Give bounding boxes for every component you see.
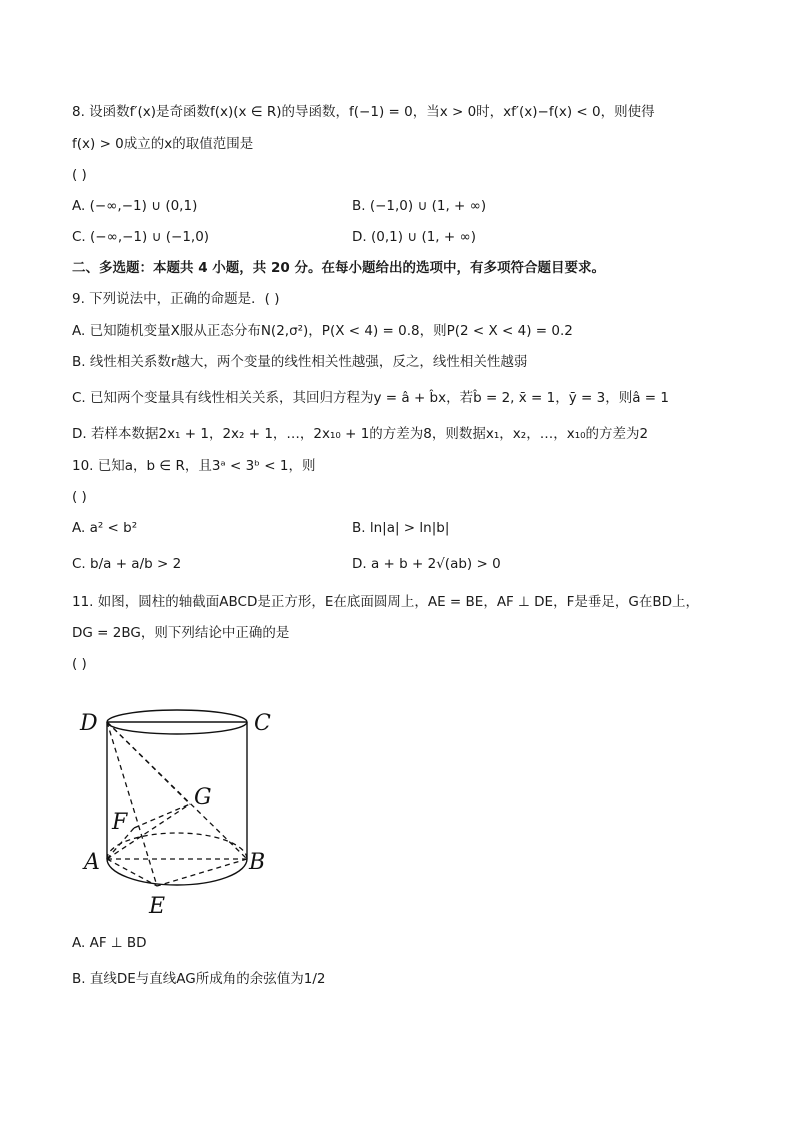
- q10-stem: 10. 已知a，b ∈ R，且3ᵃ < 3ᵇ < 1，则: [72, 458, 316, 474]
- label-E: E: [149, 894, 166, 919]
- label-B: B: [249, 850, 266, 875]
- label-F: F: [112, 810, 128, 835]
- q10-option-b: B. ln|a| > ln|b|: [352, 520, 450, 536]
- section-heading-multiple-choice: 二、多选题：本题共 4 小题，共 20 分。在每小题给出的选项中，有多项符合题目要求。: [72, 260, 605, 276]
- q8-stem-line2: f(x) > 0成立的x的取值范围是: [72, 136, 254, 152]
- q8-stem-line1: 8. 设函数f′(x)是奇函数f(x)(x ∈ R)的导函数，f(−1) = 0，当x > 0时，xf′(x)−f(x) < 0，则使得: [72, 104, 655, 120]
- q9-stem: 9. 下列说法中，正确的命题是．( ): [72, 291, 280, 307]
- q9-option-c: C. 已知两个变量具有线性相关关系，其回归方程为y = â + b̂x，若b̂ = 2, x̄ = 1，ȳ = 3，则â = 1: [72, 390, 669, 406]
- q11-answer-paren: ( ): [72, 656, 87, 672]
- q10-option-a: A. a² < b²: [72, 520, 138, 536]
- segment-BE: [157, 859, 247, 886]
- q8-option-c: C. (−∞,−1) ∪ (−1,0): [72, 229, 210, 245]
- label-C: C: [254, 711, 271, 736]
- bottom-back-arc: [107, 833, 247, 859]
- q11-stem-line2: DG = 2BG，则下列结论中正确的是: [72, 625, 290, 641]
- q10-option-c: C. b/a + a/b > 2: [72, 556, 182, 572]
- q11-option-b: B. 直线DE与直线AG所成角的余弦值为1/2: [72, 971, 326, 987]
- q8-answer-paren: ( ): [72, 167, 87, 183]
- q8-option-a: A. (−∞,−1) ∪ (0,1): [72, 198, 198, 214]
- q9-option-d: D. 若样本数据2x₁ + 1，2x₂ + 1，…，2x₁₀ + 1的方差为8，则数据x₁，x₂，…，x₁₀的方差为2: [72, 426, 649, 442]
- q8-option-b: B. (−1,0) ∪ (1, + ∞): [352, 198, 487, 214]
- q9-option-b: B. 线性相关系数r越大，两个变量的线性相关性越强，反之，线性相关性越弱: [72, 354, 528, 370]
- label-G: G: [194, 785, 212, 810]
- q11-option-a: A. AF ⊥ BD: [72, 935, 147, 951]
- label-A: A: [84, 850, 100, 875]
- q11-stem-line1: 11. 如图，圆柱的轴截面ABCD是正方形，E在底面圆周上，AE = BE，AF ⊥ DE，F是垂足，G在BD上，: [72, 594, 699, 610]
- segment-FG: [134, 804, 190, 828]
- segment-DE: [107, 722, 157, 886]
- q8-option-d: D. (0,1) ∪ (1, + ∞): [352, 229, 476, 245]
- label-D: D: [80, 711, 98, 736]
- cylinder-figure: [72, 700, 292, 925]
- q10-answer-paren: ( ): [72, 489, 87, 505]
- q9-option-a: A. 已知随机变量X服从正态分布N(2,σ²)，P(X < 4) = 0.8，则P(2 < X < 4) = 0.2: [72, 323, 573, 339]
- bottom-front-arc: [107, 859, 247, 885]
- q10-option-d: D. a + b + 2√(ab) > 0: [352, 556, 501, 572]
